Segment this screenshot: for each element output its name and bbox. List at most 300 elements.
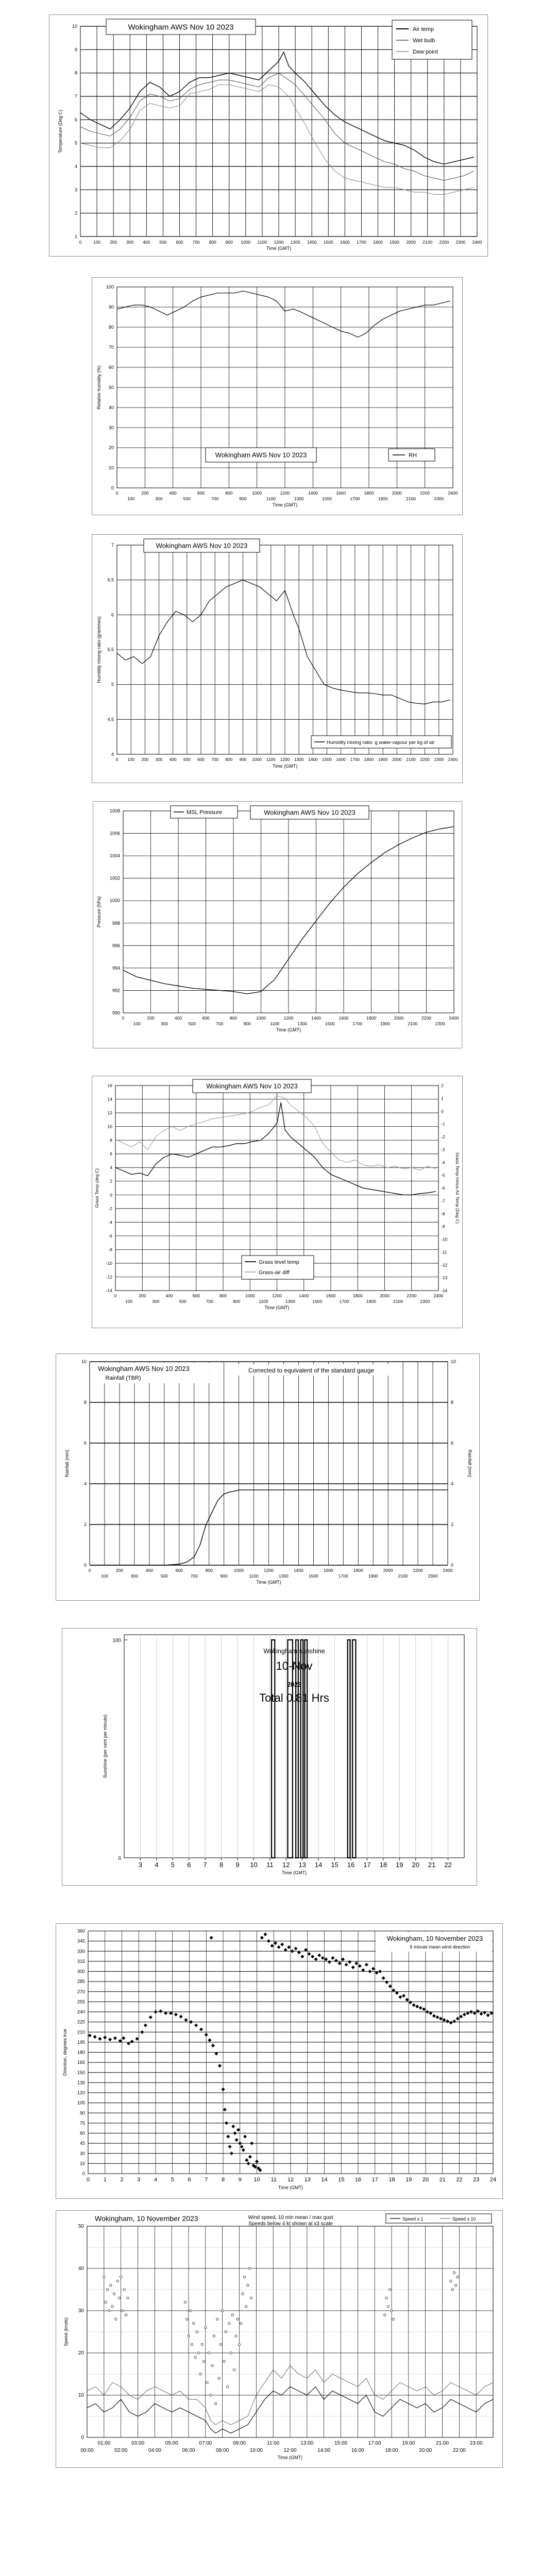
chart-title: Wokingham AWS Nov 10 2023 <box>156 541 248 550</box>
direction-point <box>354 1961 358 1965</box>
x-tick-label: 16 <box>354 2177 362 2183</box>
x-tick-label: 2300 <box>435 1021 445 1026</box>
direction-point <box>159 2009 162 2013</box>
direction-point <box>88 2033 92 2037</box>
x-tick-label: 0 <box>79 240 82 245</box>
y-tick-label: -14 <box>106 1288 112 1293</box>
direction-point <box>248 2155 252 2159</box>
x-tick-label: 1900 <box>368 1573 378 1579</box>
y-tick-label: 30 <box>108 425 114 430</box>
direction-point <box>211 2044 215 2047</box>
y2-axis-label: Grass Temp minus Air Temp (Deg C) <box>455 1152 460 1224</box>
y-tick-label: 30 <box>79 2150 85 2156</box>
y-axis-label: Relative humidity (%) <box>96 365 102 410</box>
x-tick-label: 500 <box>188 1021 196 1026</box>
x-axis-label: Time (GMT) <box>277 2455 303 2460</box>
y-tick-label: 6 <box>111 612 114 618</box>
chart-title: Wokingham, 10 November 2023 <box>95 2214 198 2223</box>
direction-point <box>382 1976 385 1980</box>
x-axis-label: Time (GMT) <box>256 1580 281 1585</box>
y-tick-label: 3 <box>74 187 77 193</box>
x-tick-label: 2200 <box>421 1015 431 1021</box>
x-tick-label: 18:00 <box>385 2448 398 2453</box>
grass-temp-chart-panel <box>92 1076 463 1328</box>
x-tick-label: 04:00 <box>148 2448 161 2453</box>
direction-point <box>108 2038 112 2041</box>
x-tick-label: 00:00 <box>80 2448 94 2453</box>
legend-label: Grass-air diff <box>259 1269 290 1276</box>
direction-point <box>311 1955 314 1958</box>
x-tick-label: 800 <box>205 1568 213 1573</box>
direction-point <box>208 2038 211 2042</box>
direction-point <box>426 2010 429 2013</box>
x-tick-label: 2100 <box>398 1573 408 1579</box>
direction-point <box>103 2036 107 2039</box>
direction-point <box>476 2009 480 2013</box>
x-tick-label: 19 <box>396 1861 403 1869</box>
y2-tick-label: 2 <box>441 1083 444 1088</box>
x-tick-label: 2300 <box>420 1299 430 1304</box>
x-tick-label: 1700 <box>356 240 366 245</box>
gust-point <box>201 2343 203 2345</box>
gust-point <box>103 2276 105 2278</box>
direction-point <box>144 2024 147 2027</box>
x-tick-label: 100 <box>127 496 135 501</box>
temperature-chart-panel <box>49 14 488 257</box>
y2-axis-label: Rainfall (mm) <box>467 1449 472 1478</box>
y-tick-label: 2 <box>83 1522 87 1527</box>
y-tick-label: 10 <box>108 465 114 470</box>
x-tick-label: 2000 <box>392 490 402 496</box>
x-tick-label: 1400 <box>308 757 318 762</box>
direction-point <box>345 1963 348 1967</box>
direction-point <box>291 1950 294 1953</box>
legend-label: Wet bulb <box>413 38 435 44</box>
x-tick-label: 14 <box>314 1861 323 1869</box>
y-tick-label: 4 <box>110 1165 112 1171</box>
direction-point <box>371 1967 375 1971</box>
x-tick-label: 06:00 <box>182 2448 195 2453</box>
y-tick-label: 180 <box>77 2049 85 2055</box>
chart-title: Wokingham AWS Nov 10 2023 <box>128 23 234 32</box>
direction-point <box>135 2037 139 2041</box>
x-tick-label: 1100 <box>259 1299 268 1304</box>
y-tick-label: 75 <box>79 2120 85 2126</box>
x-tick-label: 1700 <box>338 1573 348 1579</box>
temperature-chart <box>49 15 487 256</box>
x-tick-label: 1200 <box>264 1568 274 1573</box>
chart-year: 2023 <box>287 1681 301 1688</box>
y-tick-label: 150 <box>77 2070 85 2075</box>
x-tick-label: 3 <box>137 2177 141 2183</box>
y-tick-label: 992 <box>112 988 120 993</box>
x-tick-label: 500 <box>159 240 167 245</box>
direction-point <box>226 2135 230 2139</box>
x-tick-label: 800 <box>229 1015 238 1021</box>
x-tick-label: 2100 <box>393 1299 403 1304</box>
x-tick-label: 300 <box>152 1299 160 1304</box>
y-axis-label: Temperature (Deg C) <box>58 109 63 154</box>
x-tick-label: 1 <box>103 2177 107 2183</box>
x-tick-label: 1200 <box>283 1015 294 1021</box>
x-tick-label: 500 <box>160 1573 168 1579</box>
y-tick-label: 70 <box>108 345 114 350</box>
gust-point <box>115 2318 117 2320</box>
direction-point <box>228 2145 232 2148</box>
sunshine-bar <box>272 1640 275 1858</box>
y-tick-label: 12 <box>107 1110 112 1116</box>
x-tick-label: 200 <box>115 1568 124 1573</box>
x-tick-label: 2400 <box>448 757 458 762</box>
x-tick-label: 2200 <box>407 1293 417 1298</box>
x-tick-label: 1000 <box>241 240 251 245</box>
rainfall-chart-panel <box>56 1353 480 1601</box>
x-tick-label: 18 <box>379 1861 387 1869</box>
x-tick-label: 02:00 <box>114 2448 128 2453</box>
x-tick-label: 1400 <box>307 240 317 245</box>
direction-point <box>452 2020 456 2023</box>
y-tick-label: 14 <box>107 1096 112 1102</box>
gust-point <box>184 2301 186 2303</box>
y2-tick-label: 8 <box>451 1400 454 1405</box>
y2-tick-label: -10 <box>441 1236 448 1242</box>
x-tick-label: 10 <box>253 2177 260 2183</box>
y-tick-label: 994 <box>112 965 120 971</box>
x-tick-label: 14 <box>321 2177 328 2183</box>
gust-point <box>235 2335 237 2337</box>
direction-point <box>385 1980 388 1984</box>
direction-point <box>328 1960 331 1964</box>
x-tick-label: 400 <box>169 757 177 762</box>
gust-point <box>186 2318 188 2320</box>
sunshine-bar <box>305 1640 307 1858</box>
y-tick-label: 165 <box>77 2060 85 2065</box>
direction-point <box>122 2036 125 2040</box>
direction-point <box>223 2108 227 2111</box>
y-tick-label: 8 <box>83 1400 87 1405</box>
y-tick-label: 6.5 <box>107 577 114 583</box>
y-tick-label: 10 <box>78 2393 84 2398</box>
series-line-2 <box>115 1096 436 1170</box>
gust-point <box>223 2360 225 2362</box>
direction-point <box>415 2005 419 2008</box>
x-tick-label: 17 <box>371 2177 378 2183</box>
x-tick-label: 1700 <box>352 1021 363 1026</box>
gust-point <box>233 2369 235 2371</box>
y-tick-label: 240 <box>77 2009 85 2014</box>
x-tick-label: 100 <box>100 1573 109 1579</box>
x-axis-label: Time (GMT) <box>276 1027 301 1032</box>
gust-point <box>189 2310 191 2312</box>
x-tick-label: 2 <box>120 2177 124 2183</box>
x-tick-label: 1200 <box>280 757 290 762</box>
x-tick-label: 1700 <box>350 757 360 762</box>
y2-tick-label: -9 <box>441 1224 445 1229</box>
y-tick-label: 10 <box>81 1359 87 1364</box>
direction-point <box>149 2015 153 2019</box>
x-tick-label: 13:00 <box>300 2441 314 2446</box>
x-tick-label: 2200 <box>420 757 430 762</box>
y-tick-label: 360 <box>77 1928 85 1934</box>
direction-point <box>449 2021 453 2024</box>
x-tick-label: 700 <box>190 1573 198 1579</box>
x-tick-label: 400 <box>165 1293 173 1298</box>
chart-title: Wokingham, 10 November 2023 <box>386 1935 483 1942</box>
x-tick-label: 1600 <box>340 240 350 245</box>
x-tick-label: 800 <box>209 240 216 245</box>
x-tick-label: 8 <box>219 1861 224 1869</box>
gust-point <box>230 2352 232 2354</box>
direction-point <box>300 1955 304 1958</box>
x-tick-label: 300 <box>155 496 163 501</box>
sunshine-chart <box>62 1629 477 1885</box>
x-tick-label: 3 <box>138 1861 143 1869</box>
x-tick-label: 1100 <box>270 1021 280 1026</box>
x-tick-label: 19 <box>405 2177 412 2183</box>
x-tick-label: 600 <box>192 1293 200 1298</box>
y-tick-label: 195 <box>77 2039 85 2045</box>
y2-tick-label: -1 <box>441 1121 445 1127</box>
y-tick-label: 0 <box>111 485 114 490</box>
direction-point <box>419 2006 422 2010</box>
y-axis-label: Sunshine (per cent per minute) <box>103 1714 108 1778</box>
x-tick-label: 0 <box>114 1293 117 1298</box>
x-tick-label: 2000 <box>392 757 402 762</box>
x-tick-label: 4 <box>155 1861 159 1869</box>
x-tick-label: 11:00 <box>267 2441 280 2446</box>
direction-point <box>242 2148 245 2152</box>
y2-tick-label: 2 <box>451 1522 454 1527</box>
y-tick-label: 270 <box>77 1989 85 1994</box>
gust-point <box>105 2301 107 2303</box>
direction-point <box>174 2013 178 2016</box>
y-tick-label: 285 <box>77 1979 85 1985</box>
y-tick-label: 300 <box>77 1969 85 1974</box>
y-tick-label: -4 <box>108 1219 112 1225</box>
y-tick-label: 20 <box>108 445 114 450</box>
direction-point <box>388 1985 392 1988</box>
y-tick-label: 1004 <box>109 853 120 859</box>
x-tick-label: 1700 <box>339 1299 349 1304</box>
x-tick-label: 21:00 <box>435 2441 449 2446</box>
x-tick-label: 400 <box>169 490 177 496</box>
x-tick-label: 21 <box>439 2177 446 2183</box>
y-tick-label: 5.5 <box>107 647 114 652</box>
direction-point <box>184 2018 188 2022</box>
series-line-1 <box>117 580 450 704</box>
x-tick-label: 800 <box>219 1293 227 1298</box>
y-tick-label: 2 <box>110 1178 112 1184</box>
x-tick-label: 900 <box>225 240 233 245</box>
x-tick-label: 22 <box>456 2177 463 2183</box>
direction-point <box>210 1936 213 1940</box>
series-line-1 <box>117 291 450 337</box>
grass-temp-chart <box>92 1076 462 1328</box>
direction-point <box>225 2121 228 2125</box>
y-tick-label: -2 <box>108 1206 112 1211</box>
x-tick-label: 1800 <box>366 1015 376 1021</box>
y-tick-label: 1000 <box>109 898 120 904</box>
y2-tick-label: -8 <box>441 1211 445 1216</box>
gust-point <box>450 2280 452 2282</box>
gust-point <box>196 2331 198 2333</box>
y-tick-label: 60 <box>108 365 114 370</box>
y-tick-label: 330 <box>77 1948 85 1954</box>
y-axis-label: Grass Temp (deg C) <box>94 1168 99 1208</box>
direction-point <box>274 1941 277 1945</box>
x-tick-label: 1100 <box>257 240 267 245</box>
x-tick-label: 1500 <box>322 757 332 762</box>
direction-point <box>409 2001 412 2004</box>
x-tick-label: 21 <box>428 1861 436 1869</box>
y-tick-label: 120 <box>77 2090 85 2095</box>
direction-point <box>260 1936 264 1940</box>
direction-point <box>422 2007 426 2011</box>
legend-label: Speed x 1 <box>402 2216 424 2222</box>
y-tick-label: 10 <box>72 24 77 29</box>
gust-point <box>389 2289 391 2291</box>
direction-point <box>480 2012 483 2015</box>
x-tick-label: 800 <box>225 757 233 762</box>
x-tick-label: 1400 <box>293 1568 303 1573</box>
gust-point <box>202 2360 205 2362</box>
gust-point <box>106 2289 108 2291</box>
x-tick-label: 1800 <box>353 1568 363 1573</box>
x-tick-label: 0 <box>115 490 119 496</box>
gust-point <box>228 2322 230 2324</box>
x-tick-label: 7 <box>203 1861 207 1869</box>
x-tick-label: 15 <box>338 2177 345 2183</box>
x-tick-label: 13 <box>304 2177 311 2183</box>
sunshine-bar <box>301 1640 303 1858</box>
y-axis-label: Direction, degrees true <box>62 2028 67 2076</box>
x-tick-label: 300 <box>126 240 134 245</box>
y-tick-label: 998 <box>112 920 120 926</box>
y-tick-label: 2 <box>74 210 77 216</box>
x-tick-label: 22:00 <box>452 2448 466 2453</box>
gust-point <box>457 2276 459 2278</box>
pressure-chart <box>93 802 462 1048</box>
x-tick-label: 15 <box>331 1861 339 1869</box>
y-tick-label: 90 <box>79 2110 85 2116</box>
y-tick-label: -6 <box>108 1233 112 1239</box>
y-tick-label: -8 <box>108 1247 112 1252</box>
y-axis-label: Pressure (hPa) <box>96 896 102 928</box>
gust-point <box>198 2352 200 2354</box>
x-tick-label: 07:00 <box>199 2441 212 2446</box>
direction-point <box>321 1956 325 1960</box>
y-tick-label: 105 <box>77 2100 85 2106</box>
y-tick-label: 1008 <box>109 808 120 814</box>
x-tick-label: 01:00 <box>97 2441 111 2446</box>
x-tick-label: 2400 <box>448 490 458 496</box>
direction-point <box>365 1963 368 1967</box>
x-tick-label: 700 <box>211 757 219 762</box>
x-tick-label: 20 <box>422 2177 429 2183</box>
gust-point <box>118 2297 120 2299</box>
x-tick-label: 03:00 <box>131 2441 145 2446</box>
y-tick-label: 50 <box>108 385 114 390</box>
x-tick-label: 900 <box>233 1299 241 1304</box>
y2-tick-label: 0 <box>451 1563 454 1568</box>
x-tick-label: 1300 <box>294 496 304 501</box>
x-axis-label: Time (GMT) <box>264 1305 290 1310</box>
gust-point <box>248 2267 250 2269</box>
chart-title: Wokingham sunshine <box>263 1648 325 1655</box>
x-tick-label: 17 <box>363 1861 371 1869</box>
x-tick-label: 100 <box>125 1299 133 1304</box>
mixing-ratio-chart-panel <box>92 534 463 783</box>
y-axis-label: Humidity mixing ratio (grammes) <box>96 616 102 683</box>
chart-date: 10-Nov <box>276 1659 313 1672</box>
gust-point <box>387 2306 389 2308</box>
chart-title: Wokingham AWS Nov 10 2023 <box>98 1365 190 1372</box>
y-tick-label: 996 <box>112 943 120 948</box>
y2-tick-label: 4 <box>451 1481 454 1486</box>
y-tick-label: 100 <box>106 284 114 290</box>
chart-title: Wokingham AWS Nov 10 2023 <box>206 1082 298 1090</box>
gust-point <box>111 2306 113 2308</box>
x-tick-label: 500 <box>183 757 191 762</box>
gust-point <box>199 2373 201 2375</box>
direction-point <box>277 1945 281 1949</box>
y-tick-label: 8 <box>74 70 77 76</box>
x-axis-label: Time (GMT) <box>266 246 292 251</box>
x-tick-label: 16:00 <box>351 2448 364 2453</box>
y2-tick-label: -6 <box>441 1185 445 1191</box>
legend-label: Dew point <box>413 49 438 55</box>
x-tick-label: 23:00 <box>469 2441 483 2446</box>
y-tick-label: -12 <box>106 1274 112 1280</box>
gust-point <box>226 2385 228 2387</box>
sunshine-bar <box>352 1640 356 1858</box>
humidity-chart <box>92 278 462 515</box>
x-axis-label: Time (GMT) <box>272 502 298 507</box>
y-tick-label: 4 <box>111 752 114 757</box>
x-tick-label: 2300 <box>434 496 444 501</box>
y-tick-label: 0 <box>83 1563 87 1568</box>
x-tick-label: 1000 <box>234 1568 244 1573</box>
y-tick-label: 6 <box>74 117 77 123</box>
direction-point <box>412 2003 416 2007</box>
x-tick-label: 1000 <box>252 757 262 762</box>
x-tick-label: 11 <box>266 1861 274 1869</box>
y-tick-label: 315 <box>77 1958 85 1964</box>
x-tick-label: 2100 <box>406 757 416 762</box>
gust-point <box>384 2314 386 2316</box>
direction-point <box>358 1964 362 1968</box>
x-tick-label: 1500 <box>312 1299 323 1304</box>
gust-point <box>218 2377 220 2379</box>
y-tick-label: 15 <box>79 2161 85 2166</box>
gust-point <box>240 2322 242 2324</box>
y-tick-label: 0 <box>118 1856 121 1861</box>
x-tick-label: 12 <box>287 2177 294 2183</box>
y-tick-label: 345 <box>77 1938 85 1944</box>
gust-point <box>205 2327 207 2329</box>
gust-point <box>110 2284 112 2286</box>
x-tick-label: 1900 <box>366 1299 376 1304</box>
sunshine-bar <box>348 1640 350 1858</box>
y-tick-label: 6 <box>83 1440 87 1446</box>
x-tick-label: 1700 <box>350 496 360 501</box>
x-tick-label: 100 <box>127 757 135 762</box>
direction-point <box>140 2030 144 2034</box>
direction-point <box>456 2017 460 2021</box>
direction-point <box>245 2158 248 2162</box>
x-tick-label: 15:00 <box>334 2441 348 2446</box>
y2-tick-label: -12 <box>441 1262 448 1268</box>
